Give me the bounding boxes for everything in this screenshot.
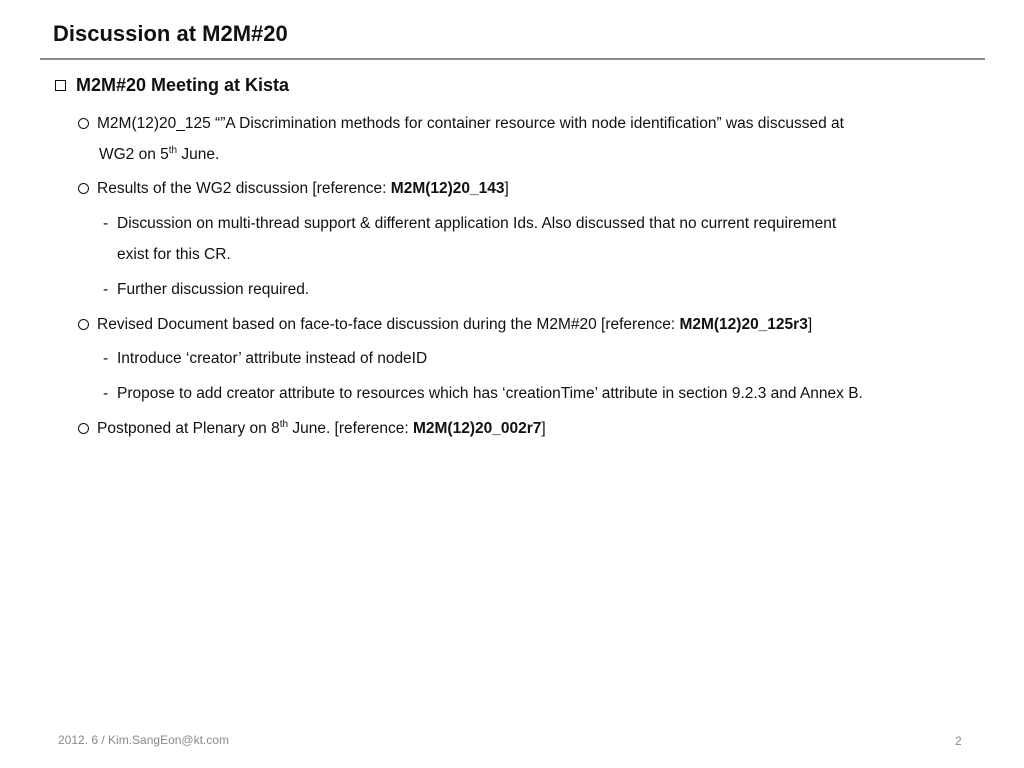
reference-code: M2M(12)20_125r3 <box>679 316 808 333</box>
footer-date-email: 2012. 6 / Kim.SangEon@kt.com <box>58 733 229 747</box>
title-divider <box>40 58 985 60</box>
circle-bullet-icon <box>78 319 89 330</box>
square-bullet-icon <box>55 80 66 91</box>
bracket: ] <box>504 180 509 197</box>
superscript: th <box>168 145 178 156</box>
sub-item-2b-text: Further discussion required. <box>117 281 310 298</box>
dash-bullet: - <box>103 215 109 232</box>
reference-code: M2M(12)20_143 <box>390 180 505 197</box>
bullet-item-4-text-2: June. [reference: <box>288 420 413 437</box>
section-heading-text: M2M#20 Meeting at Kista <box>76 75 290 95</box>
circle-bullet-icon <box>78 118 89 129</box>
dash-bullet: - <box>103 281 109 298</box>
bullet-item-1 <box>78 108 844 139</box>
sub-item-2a-continuation <box>117 239 231 270</box>
sub-item-2a-line-2: exist for this CR. <box>117 246 231 263</box>
bullet-item-2 <box>78 173 509 204</box>
bullet-item-2-text: Results of the WG2 discussion [reference: <box>97 180 391 197</box>
sub-item-2b <box>103 274 309 305</box>
section-heading <box>55 75 289 96</box>
slide-title: Discussion at M2M#20 <box>53 21 288 46</box>
sub-item-2a <box>103 208 836 239</box>
bracket: ] <box>541 420 546 437</box>
reference-code: M2M(12)20_002r7 <box>412 420 542 437</box>
bullet-item-1-line-2: WG2 on 5 <box>99 146 169 163</box>
bullet-item-4-text: Postponed at Plenary on 8 <box>97 420 280 437</box>
sub-item-2a-line-1: Discussion on multi-thread support & different application Ids. Also discussed that no current requirement <box>117 215 837 232</box>
bracket: ] <box>807 316 813 333</box>
bullet-item-1-line-2-end: June. <box>177 146 220 163</box>
dash-bullet: - <box>103 385 109 402</box>
sub-item-3b <box>103 378 863 409</box>
circle-bullet-icon <box>78 183 89 194</box>
sub-item-3a-text: Introduce ‘creator’ attribute instead of nodeID <box>117 350 428 367</box>
bullet-item-1-line-1: M2M(12)20_125 “”A Discrimination methods for container resource with node identification” was discussed at <box>97 115 844 132</box>
sub-item-3a <box>103 343 427 374</box>
sub-item-3b-text: Propose to add creator attribute to resources which has ‘creationTime’ attribute in section 9.2.3 and Annex B. <box>117 385 863 402</box>
dash-bullet: - <box>103 350 109 367</box>
bullet-item-4 <box>78 413 546 444</box>
superscript: th <box>279 419 289 430</box>
circle-bullet-icon <box>78 423 89 434</box>
page-number: 2 <box>955 734 962 748</box>
bullet-item-3-text: Revised Document based on face-to-face discussion during the M2M#20 [reference: <box>97 316 680 333</box>
bullet-item-3 <box>78 309 812 340</box>
bullet-item-1-continuation <box>99 139 219 170</box>
